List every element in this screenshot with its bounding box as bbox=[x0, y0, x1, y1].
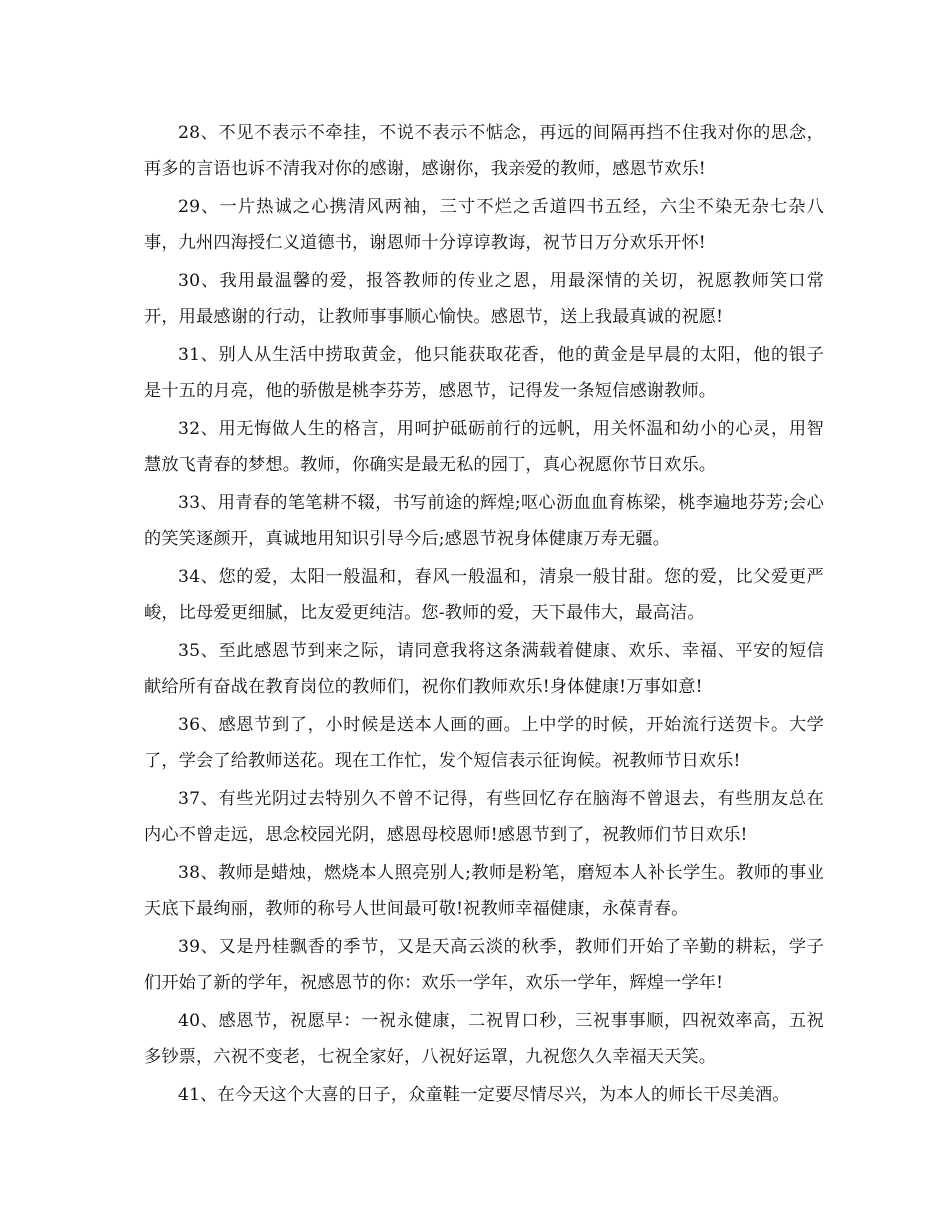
paragraph-31: 31、别人从生活中捞取黄金，他只能获取花香，他的黄金是早晨的太阳，他的银子是十五的月亮，他的骄傲是桃李芬芳，感恩节，记得发一条短信感谢教师。 bbox=[144, 345, 824, 401]
paragraph-41: 41、在今天这个大喜的日子，众童鞋一定要尽情尽兴，为本人的师长干尽美酒。 bbox=[178, 1085, 790, 1105]
paragraph-40: 40、感恩节，祝愿早：一祝永健康，二祝胃口秒，三祝事事顺，四祝效率高，五祝多钞票，六祝不变老，七祝全家好，八祝好运罩，九祝您久久幸福天天笑。 bbox=[144, 1011, 824, 1067]
paragraph-36: 36、感恩节到了，小时候是送本人画的画。上中学的时候，开始流行送贺卡。大学了，学会了给教师送花。现在工作忙，发个短信表示征询候。祝教师节日欢乐! bbox=[144, 715, 824, 771]
document-body bbox=[144, 116, 824, 1117]
paragraph-28: 28、不见不表示不牵挂，不说不表示不惦念，再远的间隔再挡不住我对你的思念，再多的言语也诉不清我对你的感谢，感谢你，我亲爱的教师，感恩节欢乐! bbox=[144, 123, 824, 179]
paragraph-34: 34、您的爱，太阳一般温和，春风一般温和，清泉一般甘甜。您的爱，比父爱更严峻，比母爱更细腻，比友爱更纯洁。您-教师的爱，天下最伟大，最高洁。 bbox=[144, 567, 824, 623]
paragraph-32: 32、用无悔做人生的格言，用呵护砥砺前行的远帆，用关怀温和幼小的心灵，用智慧放飞青春的梦想。教师，你确实是最无私的园丁，真心祝愿你节日欢乐。 bbox=[144, 419, 824, 475]
paragraph-39: 39、又是丹桂飘香的季节，又是天高云淡的秋季，教师们开始了辛勤的耕耘，学子们开始了新的学年，祝感恩节的你：欢乐一学年，欢乐一学年，辉煌一学年! bbox=[144, 937, 824, 993]
paragraph-35: 35、至此感恩节到来之际，请同意我将这条满载着健康、欢乐、幸福、平安的短信献给所有奋战在教育岗位的教师们，祝你们教师欢乐!身体健康!万事如意! bbox=[144, 641, 824, 697]
paragraph-29: 29、一片热诚之心携清风两袖，三寸不烂之舌道四书五经，六尘不染无杂七杂八事，九州四海授仁义道德书，谢恩师十分谆谆教诲，祝节日万分欢乐开怀! bbox=[144, 197, 824, 253]
paragraph-30: 30、我用最温馨的爱，报答教师的传业之恩，用最深情的关切，祝愿教师笑口常开，用最感谢的行动，让教师事事顺心愉快。感恩节，送上我最真诚的祝愿! bbox=[144, 271, 824, 327]
paragraph-37: 37、有些光阴过去特别久不曾不记得，有些回忆存在脑海不曾退去，有些朋友总在内心不曾走远，思念校园光阴，感恩母校恩师!感恩节到了，祝教师们节日欢乐! bbox=[144, 789, 824, 845]
paragraph-33: 33、用青春的笔笔耕不辍，书写前途的辉煌;呕心沥血血育栋梁，桃李遍地芬芳;会心的笑笑逐颜开，真诚地用知识引导今后;感恩节祝身体健康万寿无疆。 bbox=[144, 493, 824, 549]
paragraph-38: 38、教师是蜡烛，燃烧本人照亮别人;教师是粉笔，磨短本人补长学生。教师的事业天底下最绚丽，教师的称号人世间最可敬!祝教师幸福健康，永葆青春。 bbox=[144, 863, 824, 919]
